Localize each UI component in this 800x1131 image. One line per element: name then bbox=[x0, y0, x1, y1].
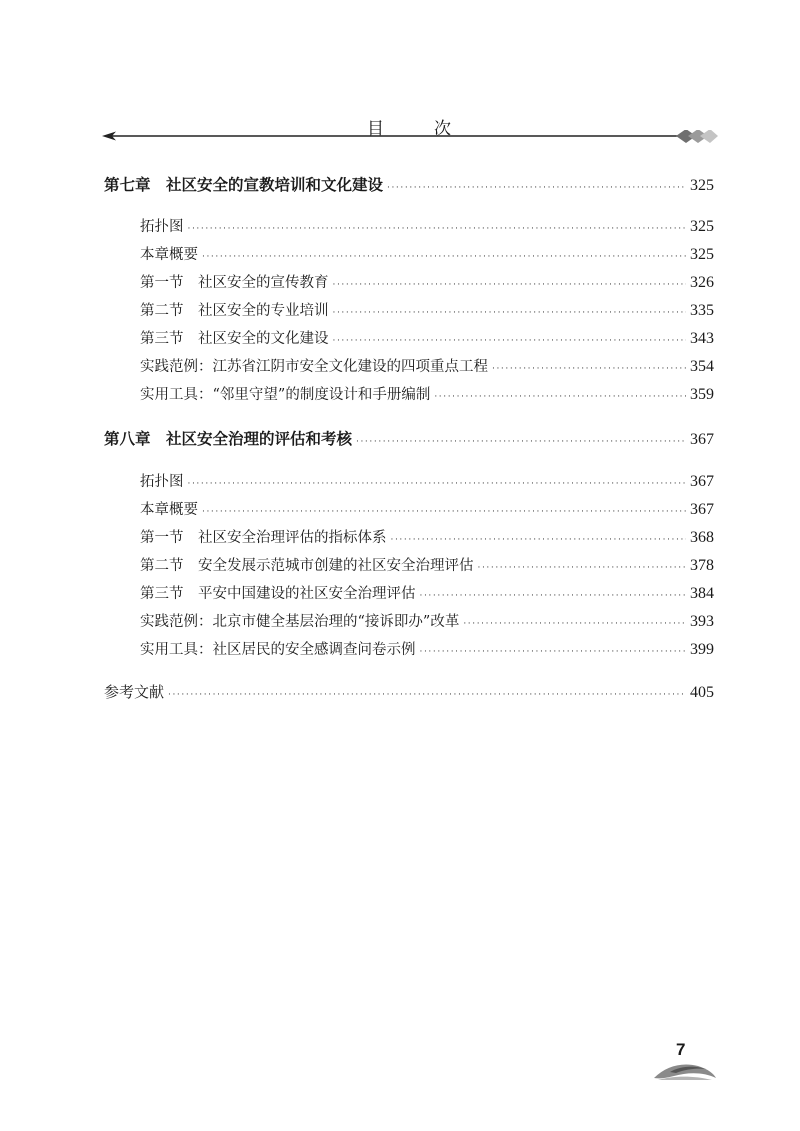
toc-entry-page: 368 bbox=[690, 529, 714, 546]
toc-entry-label: 第三节 平安中国建设的社区安全治理评估 bbox=[140, 586, 416, 602]
toc-entry-page: 325 bbox=[690, 218, 714, 235]
dot-leader bbox=[420, 591, 687, 601]
toc-entry-page: 378 bbox=[690, 557, 714, 574]
toc-entry-page: 359 bbox=[690, 386, 714, 403]
toc-entry-references[interactable] bbox=[104, 681, 714, 702]
dot-leader bbox=[333, 336, 687, 346]
toc-entry-label: 参考文献 bbox=[104, 683, 165, 701]
dot-leader bbox=[188, 479, 687, 489]
toc-entry[interactable] bbox=[140, 582, 714, 603]
toc-entry[interactable] bbox=[140, 383, 714, 404]
page-title: 目次 bbox=[367, 119, 501, 139]
toc-entry-page: 325 bbox=[690, 177, 714, 194]
toc-entry-page: 405 bbox=[690, 684, 714, 701]
wave-ornament-icon bbox=[652, 1060, 718, 1082]
dot-leader bbox=[202, 507, 686, 517]
toc-entry-label: 本章概要 bbox=[140, 247, 198, 263]
toc-entry-page: 399 bbox=[690, 641, 714, 658]
toc-entry-label: 第八章 社区安全治理的评估和考核 bbox=[104, 430, 353, 448]
dot-leader bbox=[420, 647, 687, 657]
toc-entry-page: 393 bbox=[690, 613, 714, 630]
toc-entry-label: 第三节 社区安全的文化建设 bbox=[140, 331, 329, 347]
toc-entry-label: 第二节 社区安全的专业培训 bbox=[140, 303, 329, 319]
toc-entry-label: 第一节 社区安全的宣传教育 bbox=[140, 275, 329, 291]
dot-leader bbox=[434, 392, 686, 402]
dot-leader bbox=[387, 183, 686, 193]
dot-leader bbox=[478, 563, 687, 573]
dot-leader bbox=[333, 308, 687, 318]
toc-entry-page: 384 bbox=[690, 585, 714, 602]
page-number: 7 bbox=[676, 1040, 686, 1059]
toc-entry[interactable] bbox=[140, 470, 714, 491]
toc-entry-chapter-7[interactable] bbox=[104, 173, 714, 195]
dot-leader bbox=[391, 535, 687, 545]
toc-entry[interactable] bbox=[140, 554, 714, 575]
toc-entry[interactable] bbox=[140, 638, 714, 659]
toc-entry[interactable] bbox=[140, 327, 714, 348]
toc-header bbox=[100, 114, 718, 150]
dot-leader bbox=[333, 280, 687, 290]
dot-leader bbox=[168, 690, 686, 700]
toc-entry[interactable] bbox=[140, 271, 714, 292]
toc-entry-label: 拓扑图 bbox=[140, 474, 184, 490]
dot-leader bbox=[463, 619, 686, 629]
toc-entry-page: 326 bbox=[690, 274, 714, 291]
toc-entry-page: 367 bbox=[690, 501, 714, 518]
dot-leader bbox=[188, 224, 687, 234]
toc-entry-label: 实用工具：“邻里守望”的制度设计和手册编制 bbox=[140, 387, 431, 403]
toc-entry-page: 343 bbox=[690, 330, 714, 347]
toc-entry-page: 325 bbox=[690, 246, 714, 263]
toc-entry[interactable] bbox=[140, 215, 714, 236]
toc-entry[interactable] bbox=[140, 243, 714, 264]
toc-entry[interactable] bbox=[140, 498, 714, 519]
toc-entry-label: 拓扑图 bbox=[140, 219, 184, 235]
toc-entry-page: 367 bbox=[690, 431, 714, 448]
toc-entry-page: 335 bbox=[690, 302, 714, 319]
toc-entry[interactable] bbox=[140, 299, 714, 320]
toc-entry-label: 第二节 安全发展示范城市创建的社区安全治理评估 bbox=[140, 558, 474, 574]
dot-leader bbox=[202, 252, 686, 262]
toc-entry-page: 367 bbox=[690, 473, 714, 490]
toc-entry[interactable] bbox=[140, 355, 714, 376]
toc-entry[interactable] bbox=[140, 610, 714, 631]
toc-entry-page: 354 bbox=[690, 358, 714, 375]
dot-leader bbox=[492, 364, 686, 374]
toc-entry-label: 第一节 社区安全治理评估的指标体系 bbox=[140, 530, 387, 546]
toc-entry-chapter-8[interactable] bbox=[104, 427, 714, 449]
toc-entry-label: 实用工具：社区居民的安全感调查问卷示例 bbox=[140, 642, 416, 658]
toc-entry-label: 实践范例：江苏省江阴市安全文化建设的四项重点工程 bbox=[140, 359, 488, 375]
toc-entry-label: 本章概要 bbox=[140, 502, 198, 518]
dot-leader bbox=[356, 437, 686, 447]
toc-entry-label: 实践范例：北京市健全基层治理的“接诉即办”改革 bbox=[140, 614, 460, 630]
toc-entry-label: 第七章 社区安全的宣教培训和文化建设 bbox=[104, 176, 384, 194]
toc-entry[interactable] bbox=[140, 526, 714, 547]
